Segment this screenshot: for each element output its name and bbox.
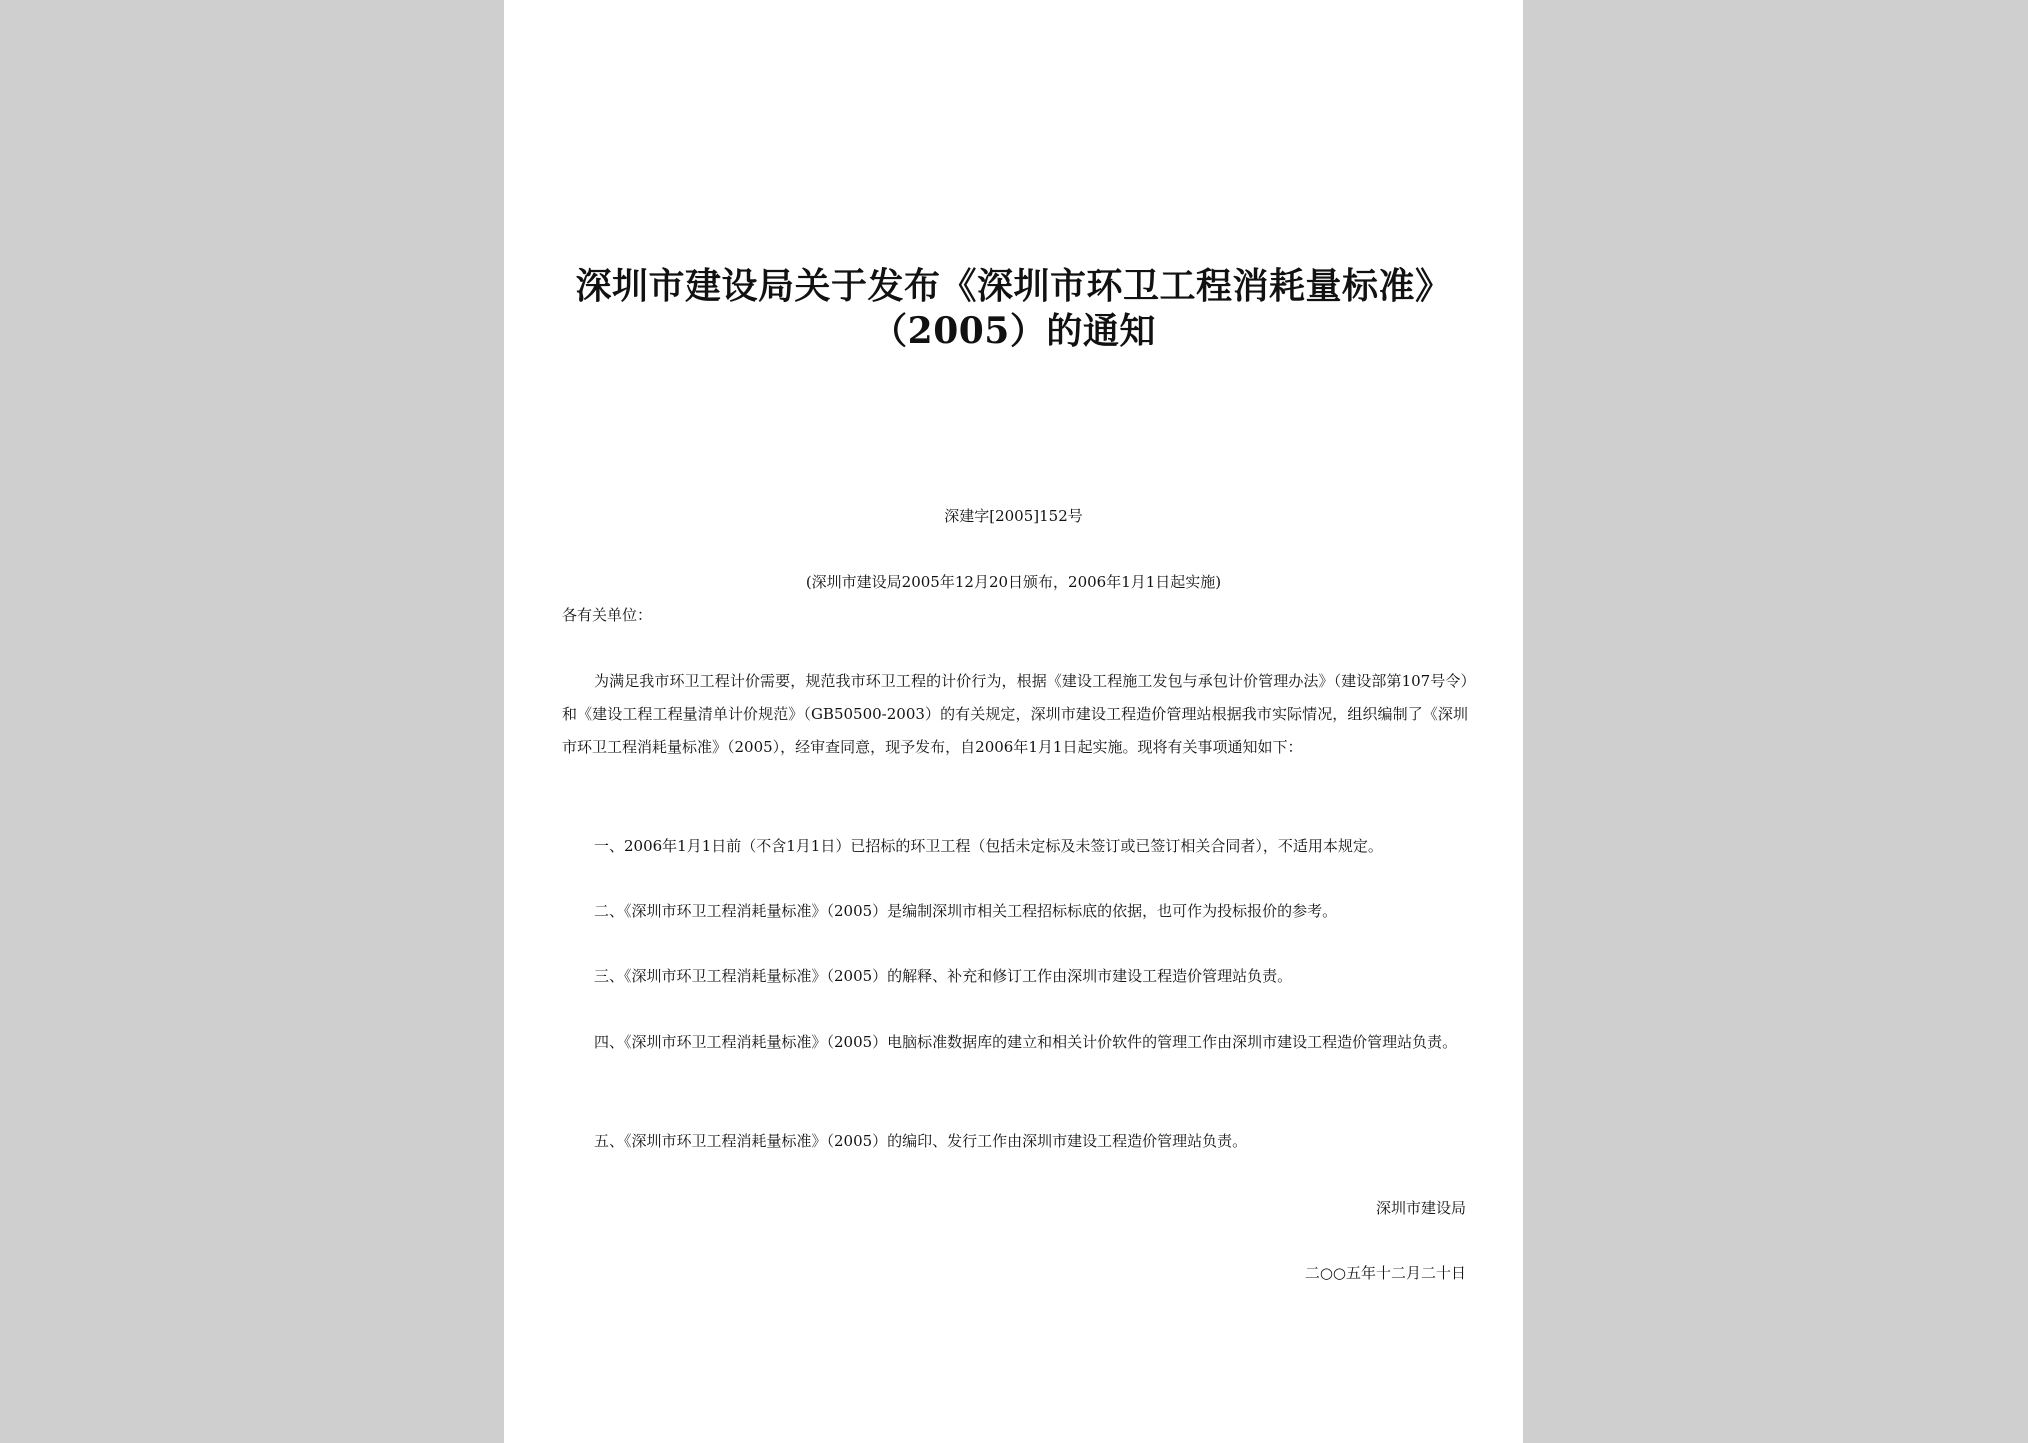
document-number: 深建字[2005]152号 [944,507,1083,525]
list-item-1: 一、2006年1月1日前（不含1月1日）已招标的环卫工程（包括未定标及未签订或已签订相关合同者），不适用本规定。 [594,837,1383,855]
list-item-3: 三、《深圳市环卫工程消耗量标准》（2005）的解释、补充和修订工作由深圳市建设工程造价管理站负责。 [594,967,1293,985]
signer: 深圳市建设局 [1375,1199,1466,1217]
list-item-5: 五、《深圳市环卫工程消耗量标准》（2005）的编印、发行工作由深圳市建设工程造价管理站负责。 [594,1132,1248,1150]
list-item-4: 四、《深圳市环卫工程消耗量标准》（2005）电脑标准数据库的建立和相关计价软件的管理工作由深圳市建设工程造价管理站负责。 [594,1033,1458,1051]
signing-date: 二○○五年十二月二十日 [1304,1264,1466,1282]
salutation: 各有关单位： [562,606,653,624]
list-item-2: 二、《深圳市环卫工程消耗量标准》（2005）是编制深圳市相关工程招标标底的依据，也可作为投标报价的参考。 [594,902,1338,920]
document-title-line-1: 深圳市建设局关于发布《深圳市环卫工程消耗量标准》 [575,265,1452,307]
issuance-note: (深圳市建设局2005年12月20日颁布，2006年1月1日起实施) [805,573,1222,591]
document-page [504,0,1523,1443]
document-title-line-2: （2005）的通知 [871,310,1156,352]
intro-paragraph: 为满足我市环卫工程计价需要，规范我市环卫工程的计价行为，根据《建设工程施工发包与承包计价管理办法》（建设部第107号令）和《建设工程工程量清单计价规范》（GB50500-2003）的有关规定，深圳市建设工程造价管理站根据我市实际情况，组织编制了《深圳市环卫工程消耗量标准》（2005），经审查同意，现予发布，自2006年1月1日起实施。现将有关事项通知如下： [562,672,1468,756]
